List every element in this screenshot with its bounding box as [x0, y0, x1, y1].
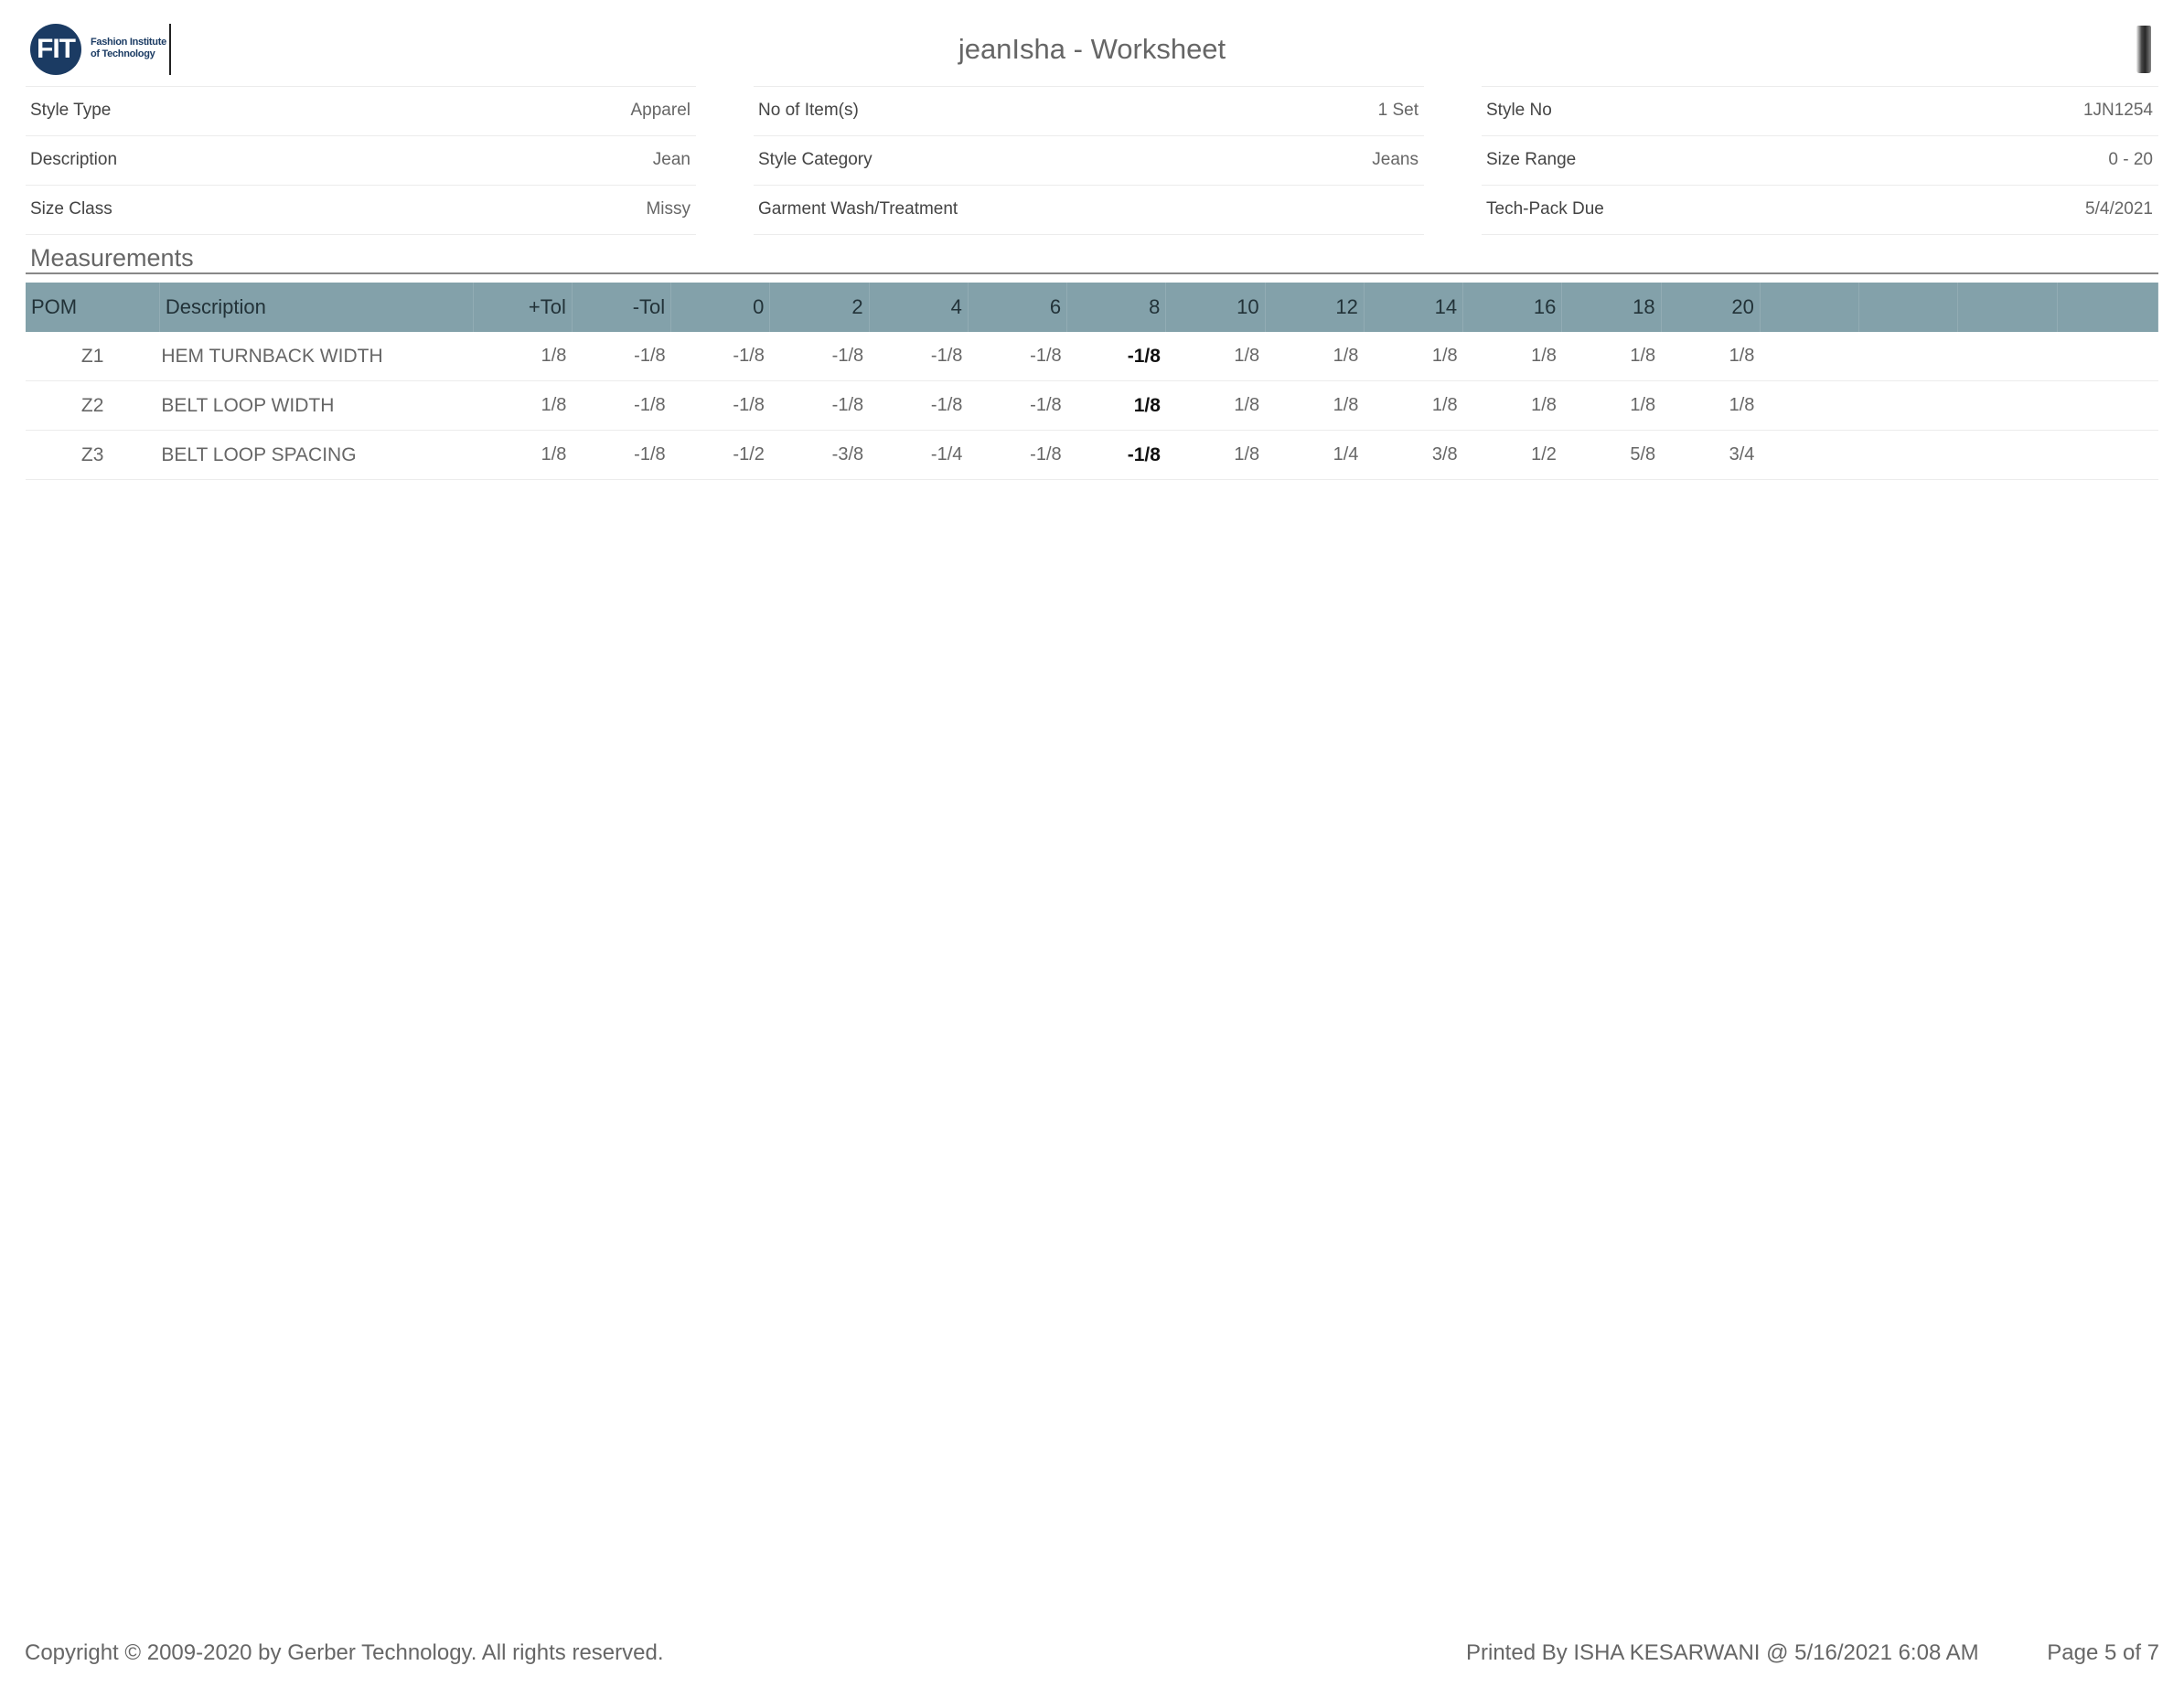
table-body	[26, 332, 2158, 480]
info-value: Jeans	[1372, 150, 1419, 169]
measurement-cell	[1859, 332, 1958, 381]
info-value: Missy	[646, 199, 691, 219]
info-value: Jean	[652, 150, 691, 169]
measurement-cell: -1/8	[869, 381, 968, 431]
measurement-cell: -1/8	[968, 431, 1066, 480]
info-row	[1482, 135, 2158, 185]
column-header: 18	[1562, 283, 1661, 332]
base-size-cell: -1/8	[1067, 431, 1166, 480]
info-label: Description	[30, 150, 118, 169]
column-header: Description	[159, 283, 473, 332]
info-value: 5/4/2021	[2085, 199, 2153, 219]
info-label: Style No	[1486, 101, 1552, 120]
info-row	[26, 86, 696, 135]
measurement-cell: 1/8	[473, 332, 572, 381]
measurement-cell: -1/8	[572, 431, 670, 480]
measurement-cell: -1/8	[671, 381, 770, 431]
column-header: 0	[671, 283, 770, 332]
info-label: Style Category	[758, 150, 873, 169]
column-header: 4	[869, 283, 968, 332]
measurement-cell: 1/8	[1562, 381, 1661, 431]
measurement-cell: 1/8	[1265, 332, 1364, 381]
measurement-cell	[1760, 332, 1858, 381]
measurement-cell	[1958, 332, 2057, 381]
info-row	[754, 86, 1424, 135]
pom-description-cell: BELT LOOP WIDTH	[159, 381, 473, 431]
measurement-cell: 1/8	[1562, 332, 1661, 381]
measurement-cell	[1958, 381, 2057, 431]
column-header: 16	[1463, 283, 1562, 332]
info-label: Tech-Pack Due	[1486, 199, 1604, 219]
measurement-cell: -1/4	[869, 431, 968, 480]
info-value: 0 - 20	[2108, 150, 2153, 169]
info-row	[1482, 185, 2158, 235]
pom-code-cell: Z2	[26, 381, 159, 431]
measurement-cell: -1/8	[770, 332, 869, 381]
measurement-cell: -1/8	[671, 332, 770, 381]
measurement-cell: 1/8	[1166, 332, 1265, 381]
measurement-cell: 1/8	[1463, 332, 1562, 381]
column-header: 20	[1661, 283, 1760, 332]
measurement-cell: 1/8	[473, 431, 572, 480]
column-header: 6	[968, 283, 1066, 332]
column-header	[2057, 283, 2157, 332]
info-column-3	[1482, 86, 2158, 235]
column-header: 14	[1364, 283, 1462, 332]
logo-mark: FIT	[30, 24, 81, 75]
column-header: 8	[1067, 283, 1166, 332]
info-label: No of Item(s)	[758, 101, 859, 120]
page-number: Page 5 of 7	[2047, 1640, 2159, 1665]
pom-description-cell: HEM TURNBACK WIDTH	[159, 332, 473, 381]
column-header: -Tol	[572, 283, 670, 332]
measurement-cell	[2057, 431, 2157, 480]
measurement-cell: 1/8	[1364, 332, 1462, 381]
measurements-table	[26, 283, 2158, 480]
page-title: jeanIsha - Worksheet	[958, 33, 1226, 65]
info-label: Size Range	[1486, 150, 1577, 169]
info-row	[754, 185, 1424, 235]
info-row	[26, 185, 696, 235]
measurement-cell: -1/8	[572, 332, 670, 381]
pom-code-cell: Z1	[26, 332, 159, 381]
measurement-cell: -3/8	[770, 431, 869, 480]
measurement-cell	[1760, 431, 1858, 480]
style-thumbnail-image	[2136, 26, 2151, 73]
info-label: Style Type	[30, 101, 112, 120]
measurement-cell: -1/2	[671, 431, 770, 480]
measurement-cell: 1/8	[1463, 381, 1562, 431]
measurement-cell: 1/4	[1265, 431, 1364, 480]
measurement-cell: 5/8	[1562, 431, 1661, 480]
measurement-cell: 3/4	[1661, 431, 1760, 480]
measurement-cell	[2057, 381, 2157, 431]
page-header	[0, 0, 2184, 87]
measurement-cell: 1/8	[1265, 381, 1364, 431]
measurement-cell	[2057, 332, 2157, 381]
column-header: POM	[26, 283, 159, 332]
measurement-cell: -1/8	[869, 332, 968, 381]
base-size-cell: -1/8	[1067, 332, 1166, 381]
pom-description-cell: BELT LOOP SPACING	[159, 431, 473, 480]
measurements-section-title: Measurements	[30, 244, 194, 272]
measurement-cell: 1/8	[1661, 381, 1760, 431]
info-row	[1482, 86, 2158, 135]
measurement-cell: 1/8	[1364, 381, 1462, 431]
measurement-cell: -1/8	[572, 381, 670, 431]
column-header: 10	[1166, 283, 1265, 332]
measurement-cell: 1/8	[1166, 431, 1265, 480]
measurement-cell	[1859, 381, 1958, 431]
measurement-cell: 1/2	[1463, 431, 1562, 480]
table-row	[26, 332, 2158, 381]
info-label: Garment Wash/Treatment	[758, 199, 958, 219]
measurement-cell: -1/8	[770, 381, 869, 431]
column-header	[1760, 283, 1858, 332]
measurement-cell: 3/8	[1364, 431, 1462, 480]
printed-by-text: Printed By ISHA KESARWANI @ 5/16/2021 6:08 AM	[1466, 1640, 1979, 1665]
info-value: 1JN1254	[2082, 101, 2153, 120]
base-size-cell: 1/8	[1067, 381, 1166, 431]
pom-code-cell: Z3	[26, 431, 159, 480]
style-info-panel	[26, 86, 2158, 234]
column-header: 2	[770, 283, 869, 332]
column-header: +Tol	[473, 283, 572, 332]
info-value: Apparel	[630, 101, 691, 120]
info-value: 1 Set	[1377, 101, 1419, 120]
column-header: 12	[1265, 283, 1364, 332]
info-label: Size Class	[30, 199, 112, 219]
info-column-1	[26, 86, 696, 235]
measurement-cell	[1859, 431, 1958, 480]
column-header	[1859, 283, 1958, 332]
measurement-cell: 1/8	[1166, 381, 1265, 431]
info-row	[26, 135, 696, 185]
measurement-cell: 1/8	[473, 381, 572, 431]
info-column-2	[754, 86, 1424, 235]
measurement-cell	[1958, 431, 2057, 480]
logo-text: Fashion Institute of Technology	[91, 37, 166, 59]
measurement-cell: -1/8	[968, 332, 1066, 381]
section-divider	[26, 272, 2158, 274]
table-row	[26, 431, 2158, 480]
measurement-cell: -1/8	[968, 381, 1066, 431]
measurement-cell	[1760, 381, 1858, 431]
info-row	[754, 135, 1424, 185]
copyright-text: Copyright © 2009-2020 by Gerber Technology. All rights reserved.	[25, 1640, 664, 1665]
measurement-cell: 1/8	[1661, 332, 1760, 381]
column-header	[1958, 283, 2057, 332]
table-row	[26, 381, 2158, 431]
table-header-row	[26, 283, 2158, 332]
